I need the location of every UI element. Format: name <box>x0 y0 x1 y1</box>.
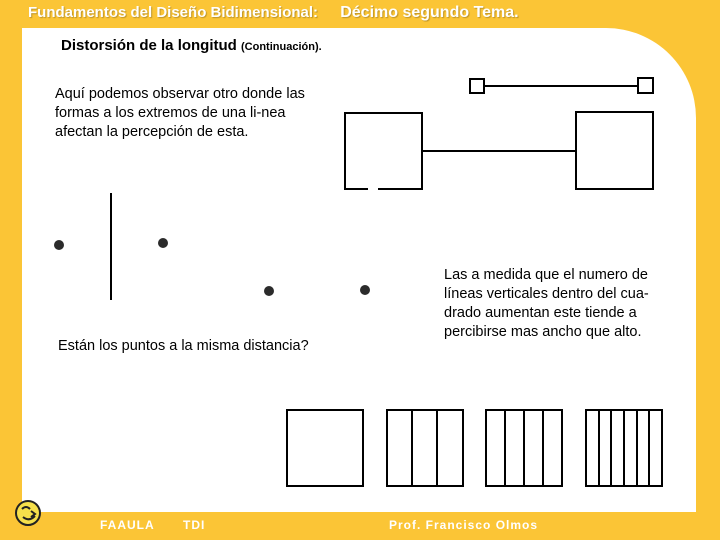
squares-text: Las a medida que el numero de líneas verticales dentro del cua-drado aumentan este tiende a percibirse mas ancho que alto. <box>444 267 649 340</box>
smiley-logo-icon <box>14 499 42 527</box>
illusion-large-ends <box>345 112 653 189</box>
page-title-main: Distorsión de la longitud <box>61 37 237 54</box>
dots-question-text: Están los puntos a la misma distancia? <box>58 338 309 354</box>
large-end-square-right <box>576 112 653 189</box>
small-end-square-left <box>470 79 484 93</box>
dot-1 <box>54 240 64 250</box>
footer-program: TDI <box>183 518 206 532</box>
illusion-small-ends <box>470 78 653 93</box>
topic-title: Décimo segundo Tema. <box>340 4 519 21</box>
square-0-lines <box>287 410 363 486</box>
square-2-lines <box>387 410 463 486</box>
footer-school: FAAULA <box>100 518 155 532</box>
dot-3 <box>264 286 274 296</box>
dot-2 <box>158 238 168 248</box>
footer-professor: Prof. Francisco Olmos <box>389 518 539 532</box>
dot-4 <box>360 285 370 295</box>
small-end-square-right <box>638 78 653 93</box>
large-end-square-left <box>345 113 422 189</box>
squares-illusion <box>287 410 662 486</box>
line-ends-text: Aquí podemos observar otro donde las formas a los extremos de una li-nea afectan la percepción de esta. <box>55 86 305 140</box>
course-title: Fundamentos del Diseño Bidimensional: <box>28 4 319 21</box>
page-title-note: (Continuación). <box>241 41 322 53</box>
dots-illusion <box>54 193 370 300</box>
